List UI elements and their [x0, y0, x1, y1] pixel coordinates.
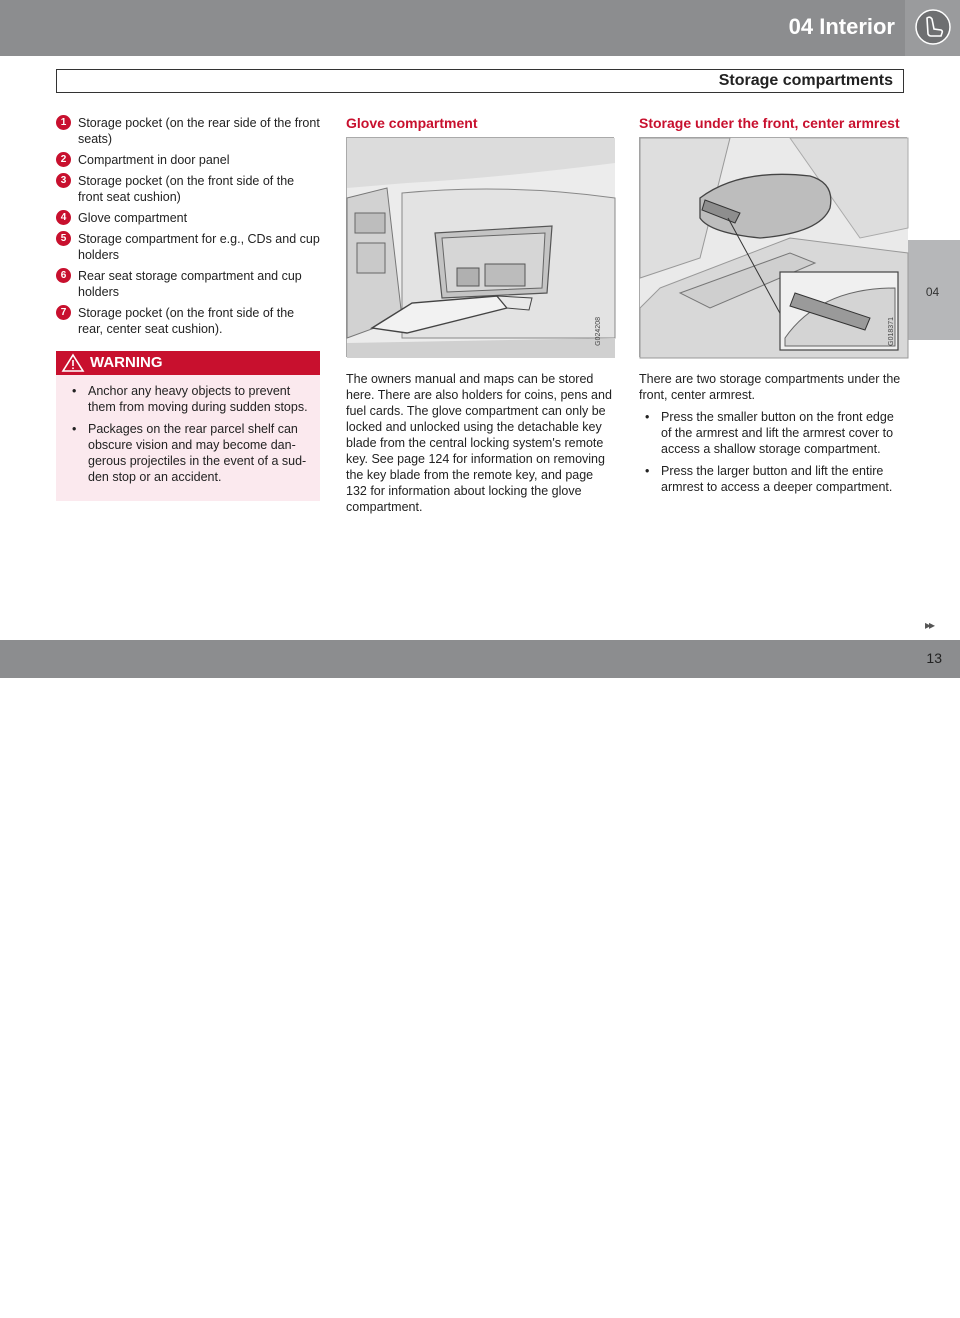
list-item — [56, 268, 321, 300]
list-item-text: Rear seat storage compartment and cup holders — [78, 269, 302, 299]
armrest-intro: There are two storage compartments under the front, center armrest. — [639, 372, 901, 402]
list-item — [56, 152, 321, 168]
armrest-heading: Storage under the front, center armrest — [639, 115, 900, 131]
armrest-bullets — [639, 409, 907, 495]
number-badge: 1 — [56, 115, 71, 130]
armrest-bullet: • Press the larger button and lift the entire armrest to access a deeper compartment. — [639, 463, 907, 495]
page-number: 13 — [926, 650, 942, 666]
list-item — [56, 305, 321, 337]
number-badge: 6 — [56, 268, 71, 283]
armrest-illustration — [640, 138, 908, 358]
side-rail — [905, 56, 960, 240]
number-badge: 5 — [56, 231, 71, 246]
list-item — [56, 173, 321, 205]
warning-bullet: • Anchor any heavy objects to prevent them from moving during sudden stops. — [66, 383, 310, 415]
list-item-text: Storage pocket (on the front side of the front seat cushion) — [78, 174, 295, 204]
list-item-text: Storage compartment for e.g., CDs and cup holders — [78, 232, 320, 262]
warning-header — [56, 351, 320, 375]
armrest-bullet: • Press the smaller button on the front edge of the armrest and lift the armrest cover to access a shallow storage compartment. — [639, 409, 907, 457]
next-page-marker: ▸▸ — [925, 618, 934, 632]
section-title-box — [56, 69, 904, 93]
section-title: Storage compartments — [718, 72, 893, 89]
middle-column — [346, 115, 614, 515]
warning-box — [56, 351, 320, 501]
header-bar — [0, 0, 960, 56]
chapter-side-tab-label: 04 — [925, 285, 940, 299]
list-item-text: Storage pocket (on the rear side of the front seats) — [78, 116, 320, 146]
right-column — [639, 115, 907, 501]
list-item — [56, 231, 321, 263]
chapter-icon-box — [905, 0, 960, 56]
footer-bar — [0, 640, 960, 1317]
glove-compartment-figure — [346, 137, 614, 357]
warning-body — [56, 375, 320, 501]
chapter-title: 04 Interior — [788, 14, 895, 39]
number-badge: 7 — [56, 305, 71, 320]
armrest-figure — [639, 137, 907, 357]
list-item — [56, 115, 321, 147]
list-item-text: Compartment in door panel — [78, 153, 230, 167]
chapter-side-tab — [905, 240, 960, 340]
list-item — [56, 210, 321, 226]
number-badge: 3 — [56, 173, 71, 188]
warning-title: WARNING — [90, 354, 163, 371]
glove-compartment-illustration — [347, 138, 615, 358]
warning-bullet: • Packages on the rear parcel shelf can obscure vision and may become dan-gerous projectiles in the event of a sud-den stop or an accident. — [66, 421, 310, 485]
figure-code: G024208 — [595, 317, 602, 346]
number-badge: 2 — [56, 152, 71, 167]
list-item-text: Glove compartment — [78, 211, 188, 225]
left-column — [56, 115, 321, 501]
seat-icon — [914, 8, 952, 46]
list-item-text: Storage pocket (on the front side of the rear, center seat cushion). — [78, 306, 295, 336]
figure-code: G018371 — [888, 317, 895, 346]
number-badge: 4 — [56, 210, 71, 225]
watermark: carmanualsonline.info — [470, 1284, 789, 1317]
glove-paragraph: The owners manual and maps can be stored here. There are also holders for coins, pens and fuel cards. The glove compartment can only be locked and unlocked using the detachable key blade from the central locking system's remote key. See page 124 for information on removing the key blade from the remote key, and page 132 for information about locking the glove compartment. — [346, 372, 612, 514]
glove-heading: Glove compartment — [346, 115, 478, 131]
warning-triangle-icon — [62, 354, 84, 372]
